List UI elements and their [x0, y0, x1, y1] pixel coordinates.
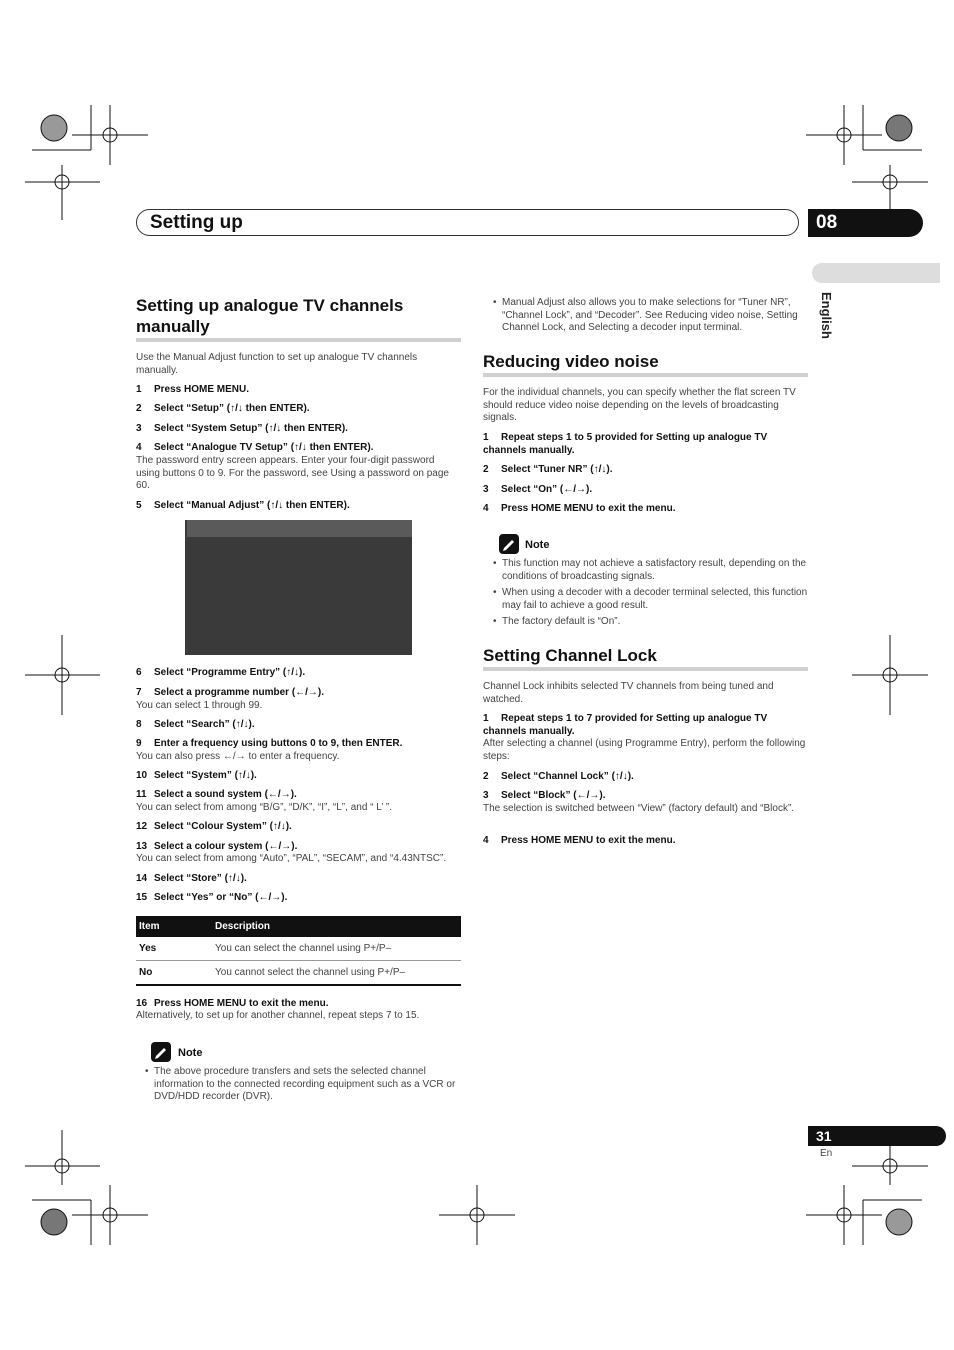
step-5: 5 Select “Manual Adjust” (↑/↓ then ENTER).: [136, 500, 350, 511]
step-16: 16 Press HOME MENU to exit the menu.: [136, 998, 329, 1009]
note-icon: [499, 534, 519, 554]
step-16-detail: Alternatively, to set up for another channel, repeat steps 7 to 15.: [136, 1010, 420, 1021]
step-13: 13 Select a colour system (←/→).: [136, 841, 298, 852]
manual-adjust-bullet: • Manual Adjust also allows you to make selections for “Tuner NR”, “Channel Lock”, and “Decoder”. See Reducing video noise, Setting Channel Lock, and Selecting a decoder input terminal.: [493, 297, 812, 335]
lock-step-4: 4 Press HOME MENU to exit the menu.: [483, 835, 676, 846]
table-cell: You can select the channel using P+/P–: [212, 937, 461, 961]
section-header: [136, 209, 799, 236]
step-3: 3 Select “System Setup” (↑/↓ then ENTER).: [136, 423, 348, 434]
noise-step-4: 4 Press HOME MENU to exit the menu.: [483, 503, 676, 514]
page-number: 31: [816, 1128, 832, 1144]
lock-step-3: 3 Select “Block” (←/→).: [483, 790, 606, 801]
note-icon: [151, 1042, 171, 1062]
heading-rule: [483, 373, 808, 377]
store-options-table: [136, 916, 461, 986]
lock-step-1: 1 Repeat steps 1 to 7 provided for Setting up analogue TV channels manually.: [483, 713, 768, 737]
lock-step-3-detail: The selection is switched between “View” (factory default) and “Block”.: [483, 803, 795, 814]
step-9-detail: You can also press ←/→ to enter a frequency.: [136, 751, 340, 762]
table-header-row: [136, 916, 461, 937]
page-number-badge: [808, 1126, 946, 1146]
menu-title-bar: [187, 520, 412, 537]
step-10: 10 Select “System” (↑/↓).: [136, 770, 257, 781]
table-header-item: Item: [136, 916, 212, 937]
table-row: [136, 937, 461, 961]
lock-title: Setting Channel Lock: [483, 646, 657, 665]
step-14: 14 Select “Store” (↑/↓).: [136, 873, 247, 884]
section-title: Setting up: [150, 212, 243, 233]
intro-text: Use the Manual Adjust function to set up analogue TV channels manually.: [136, 352, 418, 376]
step-8: 8 Select “Search” (↑/↓).: [136, 719, 255, 730]
step-11-detail: You can select from among “B/G”, “D/K”, “I”, “L”, and “ L’ ”.: [136, 802, 393, 813]
step-15: 15 Select “Yes” or “No” (←/→).: [136, 892, 288, 903]
lock-intro: Channel Lock inhibits selected TV channels from being tuned and watched.: [483, 681, 774, 705]
chapter-badge: [808, 209, 923, 237]
step-4-detail: The password entry screen appears. Enter your four-digit password using buttons 0 to 9. For the password, see Using a password on page 60.: [136, 455, 449, 492]
note-heading: Note: [178, 1047, 203, 1059]
left-section-title: Setting up analogue TV channels manually: [136, 296, 404, 336]
noise-step-1: 1 Repeat steps 1 to 5 provided for Setting up analogue TV channels manually.: [483, 432, 768, 456]
table-header-description: Description: [212, 916, 461, 937]
step-7: 7 Select a programme number (←/→).: [136, 687, 325, 698]
noise-heading: [483, 351, 808, 372]
note-heading: Note: [525, 539, 550, 551]
note-bullet: • The above procedure transfers and sets the selected channel information to the connected recording equipment such as a VCR or DVD/HDD recorder (DVR).: [145, 1066, 464, 1104]
lock-heading: [483, 645, 808, 666]
lock-step-1-detail: After selecting a channel (using Programme Entry), perform the following steps:: [483, 738, 806, 762]
language-tab: [812, 263, 940, 283]
note-bullet: • The factory default is “On”.: [493, 616, 817, 629]
language-label: English: [819, 292, 834, 339]
step-9: 9 Enter a frequency using buttons 0 to 9, then ENTER.: [136, 738, 403, 749]
table-row: [136, 961, 461, 986]
step-4: 4 Select “Analogue TV Setup” (↑/↓ then ENTER).: [136, 442, 374, 453]
noise-intro: For the individual channels, you can specify whether the flat screen TV should reduce video noise depending on the levels of broadcasting signals.: [483, 387, 796, 424]
step-1: 1 Press HOME MENU.: [136, 384, 250, 395]
table-cell: No: [136, 961, 212, 986]
heading-rule: [483, 667, 808, 671]
step-11: 11 Select a sound system (←/→).: [136, 789, 297, 800]
table-cell: Yes: [136, 937, 212, 961]
chapter-number: 08: [816, 212, 838, 233]
table-cell: You cannot select the channel using P+/P–: [212, 961, 461, 986]
left-section-heading: [136, 295, 461, 337]
note-bullet: • When using a decoder with a decoder terminal selected, this function may fail to achieve a good result.: [493, 587, 817, 612]
noise-step-3: 3 Select “On” (←/→).: [483, 484, 593, 495]
menu-screenshot: [185, 520, 412, 655]
lock-step-2: 2 Select “Channel Lock” (↑/↓).: [483, 771, 634, 782]
language-code: En: [820, 1148, 833, 1159]
heading-rule: [136, 338, 461, 342]
noise-title: Reducing video noise: [483, 352, 659, 371]
step-12: 12 Select “Colour System” (↑/↓).: [136, 821, 292, 832]
noise-step-2: 2 Select “Tuner NR” (↑/↓).: [483, 464, 613, 475]
step-6: 6 Select “Programme Entry” (↑/↓).: [136, 667, 306, 678]
step-13-detail: You can select from among “Auto”, “PAL”, “SECAM”, and “4.43NTSC”.: [136, 853, 447, 864]
step-2: 2 Select “Setup” (↑/↓ then ENTER).: [136, 403, 310, 414]
note-bullet: • This function may not achieve a satisfactory result, depending on the conditions of broadcasting signals.: [493, 558, 817, 583]
step-7-detail: You can select 1 through 99.: [136, 700, 263, 711]
